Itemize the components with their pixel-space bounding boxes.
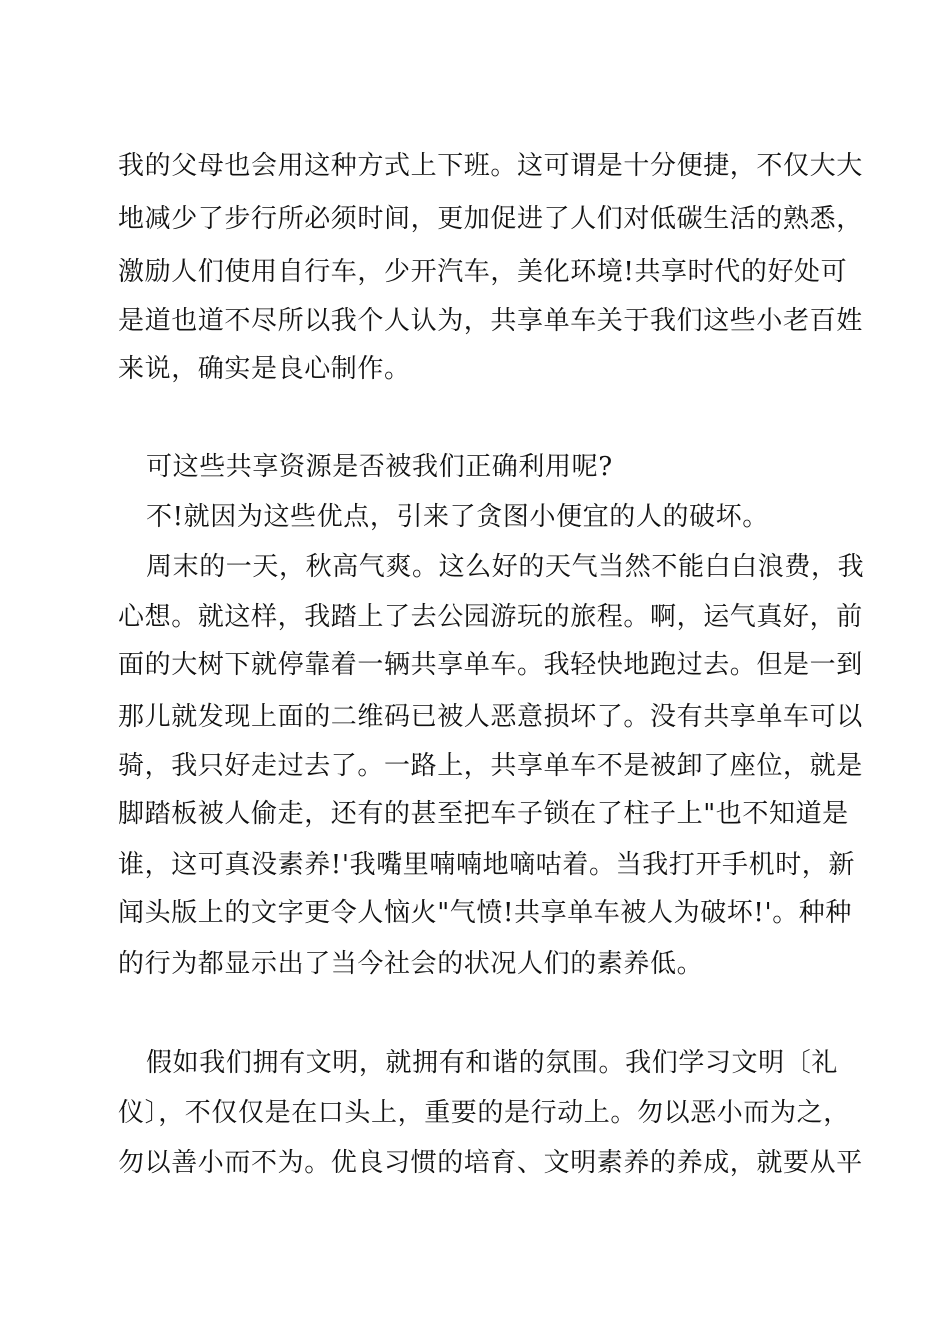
paragraph-2-line-1: 可这些共享资源是否被我们正确利用呢? [146, 452, 613, 482]
paragraph-5-line-1: 假如我们拥有文明，就拥有和谐的氛围。我们学习文明〔礼 [146, 1048, 838, 1078]
paragraph-1-line-2: 地减少了步行所必须时间，更加促进了人们对低碳生活的熟悉， [118, 204, 863, 234]
paragraph-1-line-3: 激励人们使用自行车，少开汽车，美化环境!共享时代的好处可 [118, 257, 848, 287]
paragraph-4-line-4: 那儿就发现上面的二维码已被人恶意损坏了。没有共享单车可以 [118, 702, 863, 732]
paragraph-4-line-5: 骑，我只好走过去了。一路上，共享单车不是被卸了座位，就是 [118, 751, 863, 781]
paragraph-4-line-1: 周末的一天，秋高气爽。这么好的天气当然不能白白浪费，我 [146, 552, 865, 582]
paragraph-5-line-3: 勿以善小而不为。优良习惯的培育、文明素养的养成，就要从平 [118, 1148, 863, 1178]
paragraph-5-line-2: 仪〕，不仅仅是在口头上，重要的是行动上。勿以恶小而为之， [118, 1098, 850, 1128]
paragraph-4-line-9: 的行为都显示出了当今社会的状况人们的素养低。 [118, 949, 704, 979]
paragraph-3-line-1: 不!就因为这些优点，引来了贪图小便宜的人的破坏。 [146, 502, 769, 532]
paragraph-4-line-6: 脚踏板被人偷走，还有的甚至把车子锁在了柱子上"也不知道是 [118, 799, 849, 829]
paragraph-4-line-2: 心想。就这样，我踏上了去公园游玩的旅程。啊，运气真好，前 [118, 602, 863, 632]
paragraph-4-line-3: 面的大树下就停靠着一辆共享单车。我轻快地跑过去。但是一到 [118, 650, 863, 680]
paragraph-1-line-5: 来说，确实是良心制作。 [118, 354, 411, 384]
paragraph-4-line-8: 闻头版上的文字更令人恼火"气愤!共享单车被人为破坏!'。种种 [118, 898, 853, 928]
paragraph-1-line-1: 我的父母也会用这种方式上下班。这可谓是十分便捷，不仅大大 [118, 151, 863, 181]
paragraph-4-line-7: 谁，这可真没素养!'我嘴里喃喃地嘀咕着。当我打开手机时，新 [118, 850, 855, 880]
paragraph-1-line-4: 是道也道不尽所以我个人认为，共享单车关于我们这些小老百姓 [118, 306, 863, 336]
